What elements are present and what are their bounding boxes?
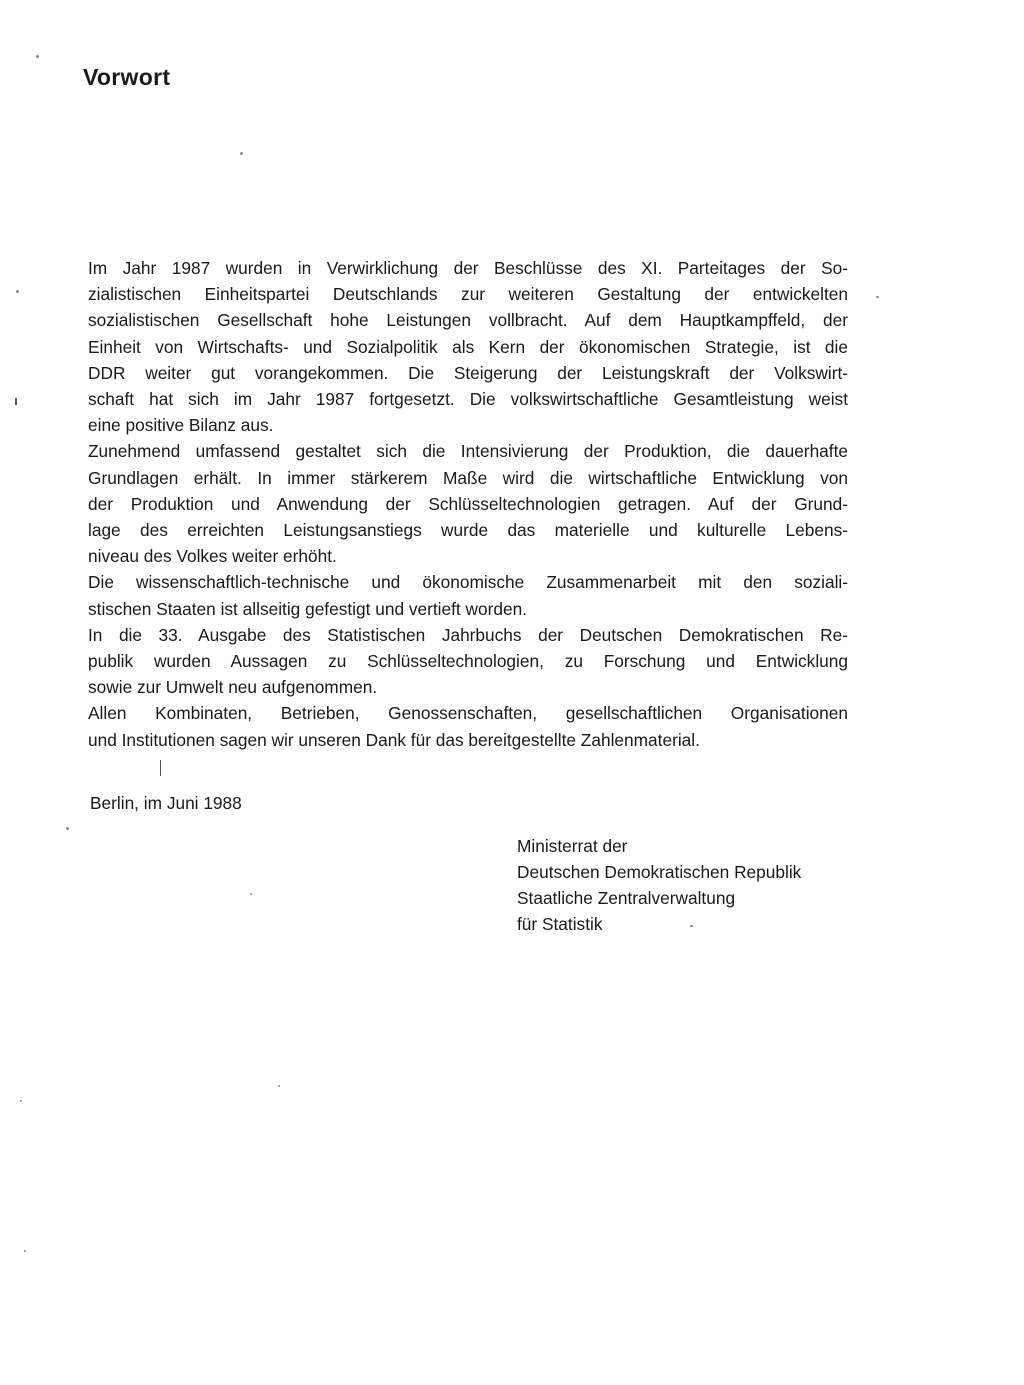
scan-speck xyxy=(240,152,243,155)
body-line: In die 33. Ausgabe des Statistischen Jahrbuchs der Deutschen Demokratischen Re- xyxy=(88,624,848,645)
body-line: DDR weiter gut vorangekommen. Die Steigerung der Leistungskraft der Volkswirt- xyxy=(88,362,848,383)
body-line: niveau des Volkes weiter erhöht. xyxy=(88,546,337,567)
scan-speck xyxy=(278,1085,280,1087)
scan-speck xyxy=(250,893,252,895)
body-line: eine positive Bilanz aus. xyxy=(88,415,274,436)
body-line: schaft hat sich im Jahr 1987 fortgesetzt. Die volkswirtschaftliche Gesamtleistung weist xyxy=(88,389,848,410)
signature-line: Ministerrat der xyxy=(517,836,628,856)
scan-speck xyxy=(16,290,19,293)
scan-mark xyxy=(160,760,161,776)
body-line: und Institutionen sagen wir unseren Dank für das bereitgestellte Zahlenmaterial. xyxy=(88,729,700,750)
body-line: Einheit von Wirtschafts- und Sozialpolitik als Kern der ökonomischen Strategie, ist die xyxy=(88,336,848,357)
body-line: Grundlagen erhält. In immer stärkerem Maße wird die wirtschaftliche Entwicklung von xyxy=(88,467,848,488)
scan-speck xyxy=(20,1100,22,1102)
body-line: stischen Staaten ist allseitig gefestigt und vertieft worden. xyxy=(88,598,527,619)
body-line: Im Jahr 1987 wurden in Verwirklichung der Beschlüsse des XI. Parteitages der So- xyxy=(88,258,848,278)
scan-speck xyxy=(24,1250,26,1252)
body-line: sowie zur Umwelt neu aufgenommen. xyxy=(88,677,378,698)
body-line: lage des erreichten Leistungsanstiegs wurde das materielle und kulturelle Lebens- xyxy=(88,520,848,541)
signature-block xyxy=(517,833,801,937)
signature-line: Deutschen Demokratischen Republik xyxy=(517,862,802,882)
scan-speck xyxy=(66,827,69,830)
body-line: zialistischen Einheitspartei Deutschlands zur weiteren Gestaltung der entwickelten xyxy=(88,284,848,305)
body-line: sozialistischen Gesellschaft hohe Leistungen vollbracht. Auf dem Hauptkampffeld, der xyxy=(88,310,848,331)
body-line: Zunehmend umfassend gestaltet sich die Intensivierung der Produktion, die dauerhafte xyxy=(88,441,848,462)
place-date: Berlin, im Juni 1988 xyxy=(90,793,242,813)
body-line: Die wissenschaftlich-technische und ökonomische Zusammenarbeit mit den soziali- xyxy=(88,572,848,593)
signature-line: für Statistik xyxy=(517,914,603,934)
signature-line: Staatliche Zentralverwaltung xyxy=(517,888,736,908)
page-title: Vorwort xyxy=(83,64,171,90)
scan-speck xyxy=(36,55,39,58)
scan-speck xyxy=(690,925,693,927)
body-line: der Produktion und Anwendung der Schlüsseltechnologien getragen. Auf der Grund- xyxy=(88,493,848,514)
scan-speck xyxy=(876,296,879,298)
foreword-body xyxy=(88,255,848,753)
body-line: Allen Kombinaten, Betrieben, Genossenschaften, gesellschaftlichen Organisationen xyxy=(88,703,848,724)
scan-mark xyxy=(15,398,17,405)
body-line: publik wurden Aussagen zu Schlüsseltechnologien, zu Forschung und Entwicklung xyxy=(88,651,848,672)
